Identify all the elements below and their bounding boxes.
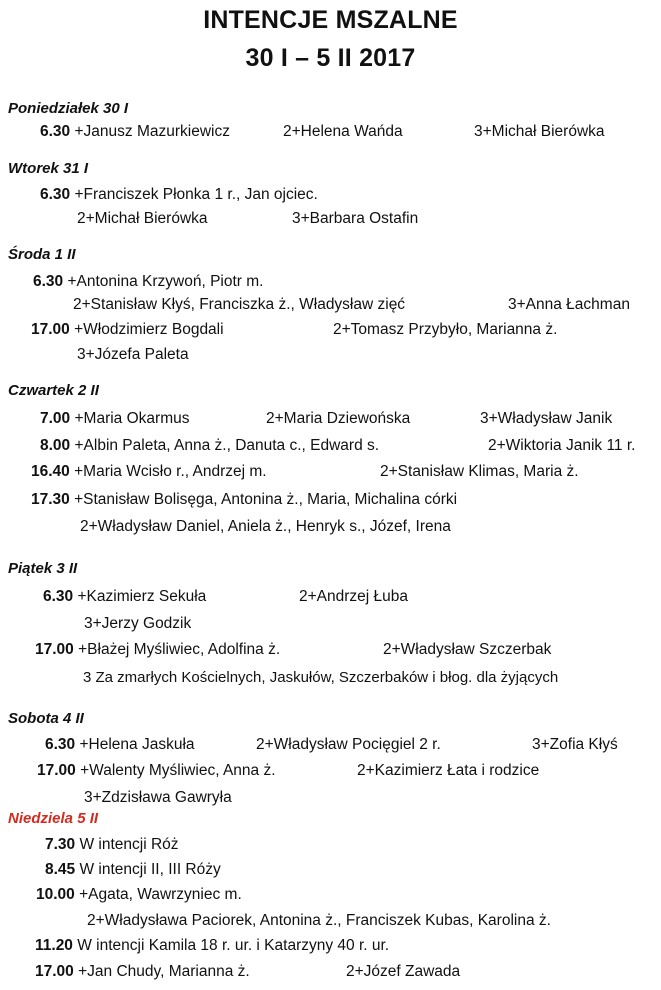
mass-time: 17.30 [31,491,70,508]
intention-line [40,437,379,455]
intention-line [33,273,263,291]
date-range: 30 I – 5 II 2017 [245,44,416,72]
intention-line [31,491,457,509]
intention-text: +Helena Jaskuła [79,736,195,753]
intention-second: 2+Maria Dziewońska [266,410,411,427]
intention-second: 2+Władysław Szczerbak [383,641,552,658]
intention-line [35,963,250,981]
mass-time: 6.30 [43,588,74,605]
intention-second: 2+Józef Zawada [346,963,461,980]
intention-line [45,736,195,754]
intention-second: 2+Andrzej Łuba [299,588,409,605]
intention-second: 2+Kazimierz Łata i rodzice [357,762,540,779]
intention-third: 3+Michał Bierówka [474,123,605,140]
intention-text: +Błażej Myśliwiec, Adolfina ż. [78,641,281,658]
intention-line [31,463,267,481]
day-heading-monday: Poniedziałek 30 I [8,100,129,117]
intention-text: W intencji II, III Róży [79,861,221,878]
intention-second: 2+Władysława Paciorek, Antonina ż., Franciszek Kubas, Karolina ż. [87,912,551,929]
intention-third: 3+Zdzisława Gawryła [84,789,232,806]
intention-line [40,410,189,428]
mass-time: 7.30 [45,836,76,853]
intention-second: 2+Stanisław Kłyś, Franciszka ż., Władysław zięć [73,296,406,313]
intention-text: +Franciszek Płonka 1 r., Jan ojciec. [74,186,318,203]
intention-line [43,588,206,606]
intention-second: 2+Wiktoria Janik 11 r. [488,437,636,454]
intention-line [31,321,224,339]
intention-third: 3+Jerzy Godzik [84,615,192,632]
mass-time: 16.40 [31,463,70,480]
intention-text: +Maria Okarmus [74,410,190,427]
intention-line [40,123,230,141]
mass-time: 17.00 [31,321,70,338]
intention-line [35,937,389,955]
intention-third: 3+Władysław Janik [480,410,613,427]
intention-text: +Albin Paleta, Anna ż., Danuta c., Edward s. [74,437,380,454]
mass-time: 17.00 [35,963,74,980]
intention-line [45,861,221,879]
intention-line [36,886,242,904]
intention-text: W intencji Kamila 18 r. ur. i Katarzyny 40 r. ur. [77,937,390,954]
mass-time: 8.45 [45,861,76,878]
mass-time: 6.30 [45,736,76,753]
intention-line [35,641,280,659]
intention-third: 3+Anna Łachman [508,296,630,313]
intention-text: +Włodzimierz Bogdali [74,321,224,338]
intention-second: 2+Władysław Pocięgiel 2 r. [256,736,441,753]
intention-second: 2+Helena Wańda [283,123,403,140]
page-title: INTENCJE MSZALNE [203,6,458,34]
intention-second: 2+Władysław Daniel, Aniela ż., Henryk s., Józef, Irena [80,518,451,535]
intention-second: 2+Tomasz Przybyło, Marianna ż. [333,321,558,338]
mass-time: 6.30 [33,273,64,290]
intention-second: 2+Stanisław Klimas, Maria ż. [380,463,579,480]
day-heading-tuesday: Wtorek 31 I [8,160,89,177]
intention-text: +Jan Chudy, Marianna ż. [78,963,250,980]
intention-text: +Kazimierz Sekuła [77,588,207,605]
intention-line [37,762,276,780]
mass-time: 6.30 [40,123,71,140]
mass-time: 11.20 [35,937,73,954]
day-heading-thursday: Czwartek 2 II [8,382,99,399]
intention-text: +Agata, Wawrzyniec m. [79,886,242,903]
intention-text: W intencji Róż [79,836,179,853]
intention-third: 3+Zofia Kłyś [532,736,618,753]
intention-second: 2+Michał Bierówka [77,210,208,227]
intention-third: 3 Za zmarłych Kościelnych, Jaskułów, Szczerbaków i błog. dla żyjących [83,669,559,686]
mass-time: 17.00 [35,641,74,658]
day-heading-wednesday: Środa 1 II [8,246,76,263]
intention-third: 3+Barbara Ostafin [292,210,419,227]
intention-text: +Janusz Mazurkiewicz [74,123,230,140]
intention-text: +Antonina Krzywoń, Piotr m. [67,273,264,290]
mass-time: 10.00 [36,886,75,903]
intention-text: +Walenty Myśliwiec, Anna ż. [80,762,276,779]
intention-text: +Stanisław Bolisęga, Antonina ż., Maria, Michalina córki [74,491,458,508]
mass-time: 8.00 [40,437,71,454]
intention-line [45,836,179,854]
day-heading-friday: Piątek 3 II [8,560,78,577]
mass-time: 6.30 [40,186,71,203]
intention-line [40,186,318,204]
intention-third: 3+Józefa Paleta [77,346,189,363]
day-heading-saturday: Sobota 4 II [8,710,84,727]
day-heading-sunday: Niedziela 5 II [8,810,99,827]
mass-time: 17.00 [37,762,76,779]
intention-text: +Maria Wcisło r., Andrzej m. [74,463,267,480]
mass-time: 7.00 [40,410,71,427]
